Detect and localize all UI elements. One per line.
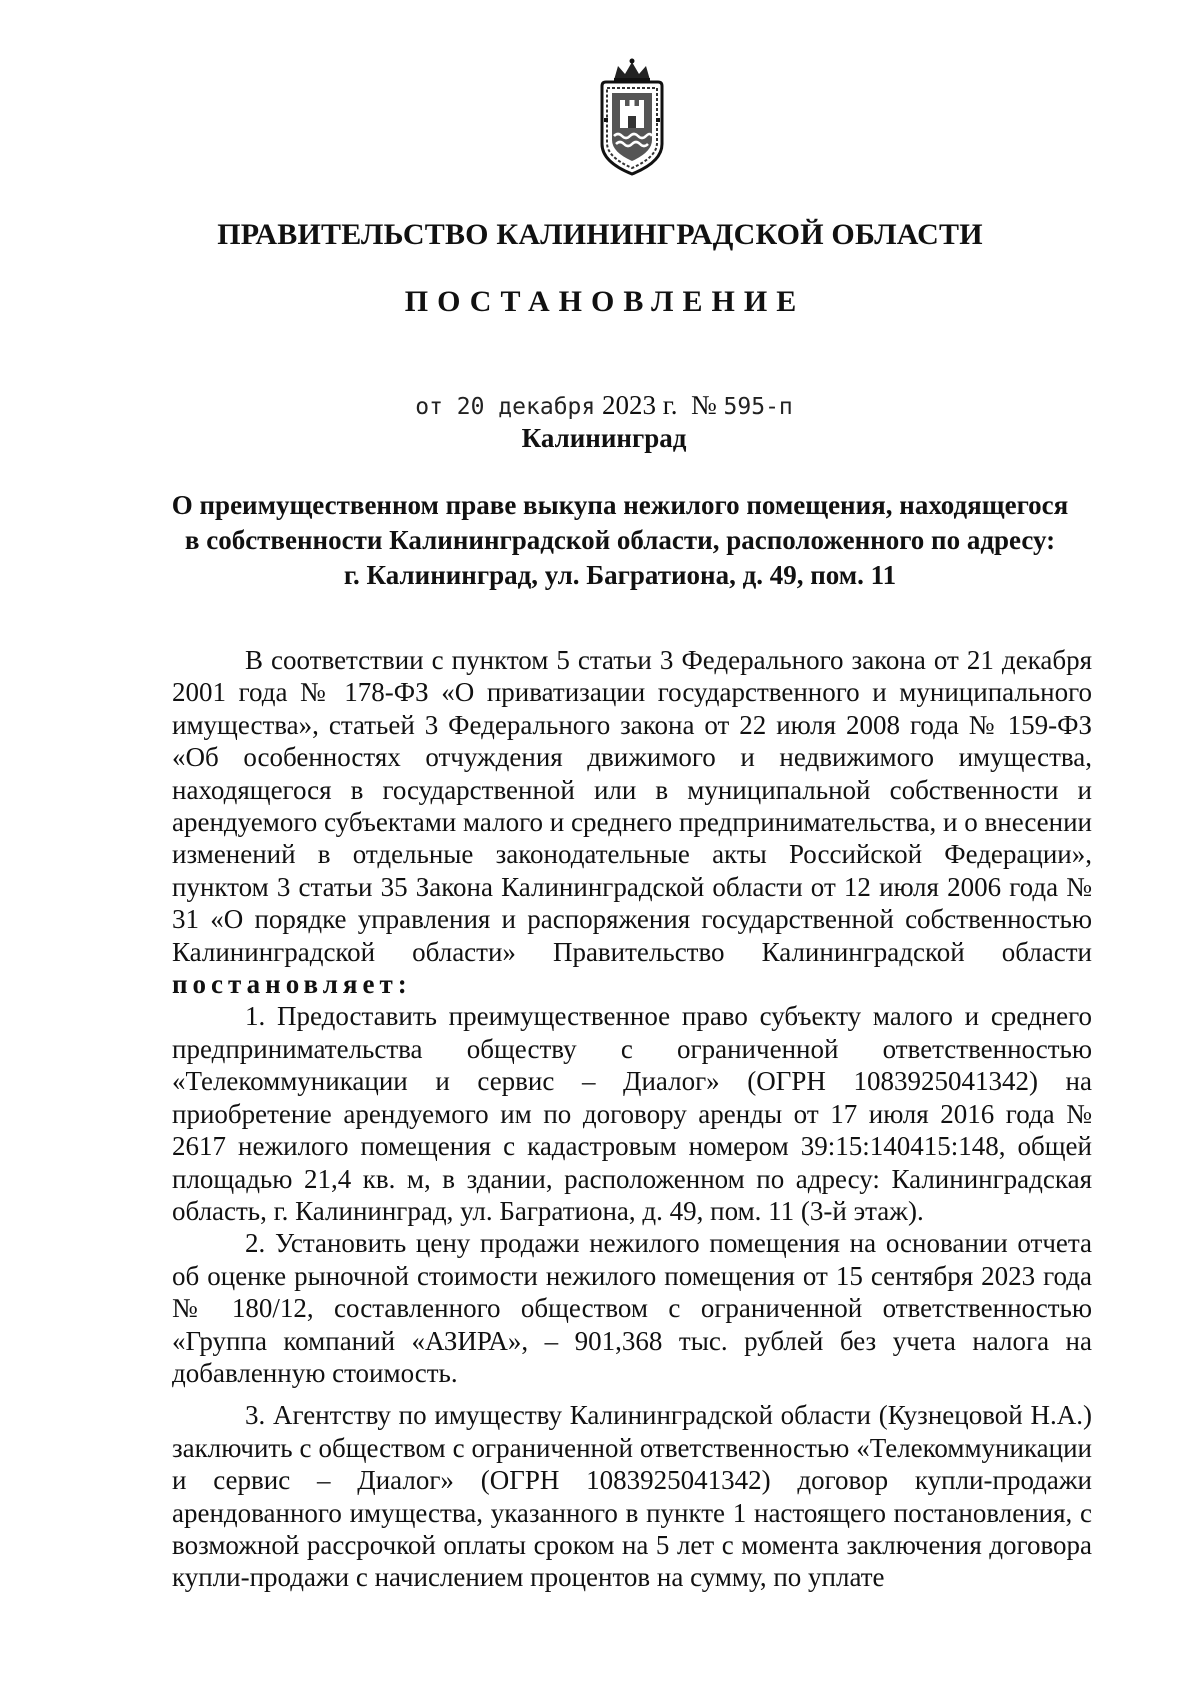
decree-word: постановляет: (172, 969, 412, 1000)
clause-1: 1. Предоставить преимущественное право субъекту малого и среднего предпринимательства обществу с ограниченной ответственностью «Телекоммуникации и сервис – Диалог» (ОГРН 1083925041342) на приобретение арендуемого им по договору аренды от 17 июля 2016 года № 2617 нежилого помещения с кадастровым номером 39:15:140415:148, общей площадью 21,4 кв. м, в здании, расположенном по адресу: Калининградская область, г. Калининград, ул. Багратиона, д. 49, пом. 11 (3-й этаж). (172, 1001, 1092, 1226)
government-title: ПРАВИТЕЛЬСТВО КАЛИНИНГРАДСКОЙ ОБЛАСТИ (217, 218, 983, 251)
decree-year: 2023 г. (601, 390, 678, 420)
preamble-text: В соответствии с пунктом 5 статьи 3 Федерального закона от 21 декабря 2001 года № 178-ФЗ «О приватизации государственного и муниципального имущества», статьей 3 Федерального закона от 22 июля 2008 года № 159-ФЗ «Об особенностях отчуждения движимого и недвижимого имущества, находящегося в государственной или в муниципальной собственности и арендуемого субъектами малого и среднего предпринимательства, и о внесении изменений в отдельные законодательные акты Российской Федерации», пунктом 3 статьи 35 Закона Калининградской области от 12 июля 2006 года № 31 «О порядке управления и распоряжения государственной собственностью Калининградской области» Правительство Калининградской области (172, 645, 1092, 967)
decree-subject (150, 488, 1090, 593)
number-sign: № (691, 390, 717, 420)
subject-line: г. Калининград, ул. Багратиона, д. 49, пом. 11 (343, 560, 897, 590)
clause-2: 2. Установить цену продажи нежилого помещения на основании отчета об оценке рыночной стоимости нежилого помещения от 15 сентября 2023 года № 180/12, составленного обществом с ограниченной ответственностью «Группа компаний «АЗИРА», – 901,368 тыс. рублей без учета налога на добавленную стоимость. (172, 1228, 1092, 1388)
clause-3: 3. Агентству по имуществу Калининградской области (Кузнецовой Н.А.) заключить с обществом с ограниченной ответственностью «Телекоммуникации и сервис – Диалог» (ОГРН 1083925041342) договор купли-продажи арендованного имущества, указанного в пункте 1 настоящего постановления, с возможной рассрочкой оплаты сроком на 5 лет с момента заключения договора купли-продажи с начислением процентов на сумму, по уплате (172, 1400, 1092, 1593)
decree-date: от 20 декабря (415, 394, 596, 420)
document-type: ПОСТАНОВЛЕНИЕ (404, 285, 806, 318)
subject-line: в собственности Калининградской области, расположенного по адресу: (184, 525, 1056, 555)
coat-of-arms-icon (584, 58, 680, 178)
preamble-paragraph (172, 644, 1092, 1000)
date-number-line (0, 390, 1200, 421)
decree-body (172, 644, 1092, 1594)
decree-number: 595-п (723, 394, 793, 420)
subject-line: О преимущественном праве выкупа нежилого помещения, находящегося (171, 490, 1069, 520)
city: Калининград (521, 423, 687, 453)
